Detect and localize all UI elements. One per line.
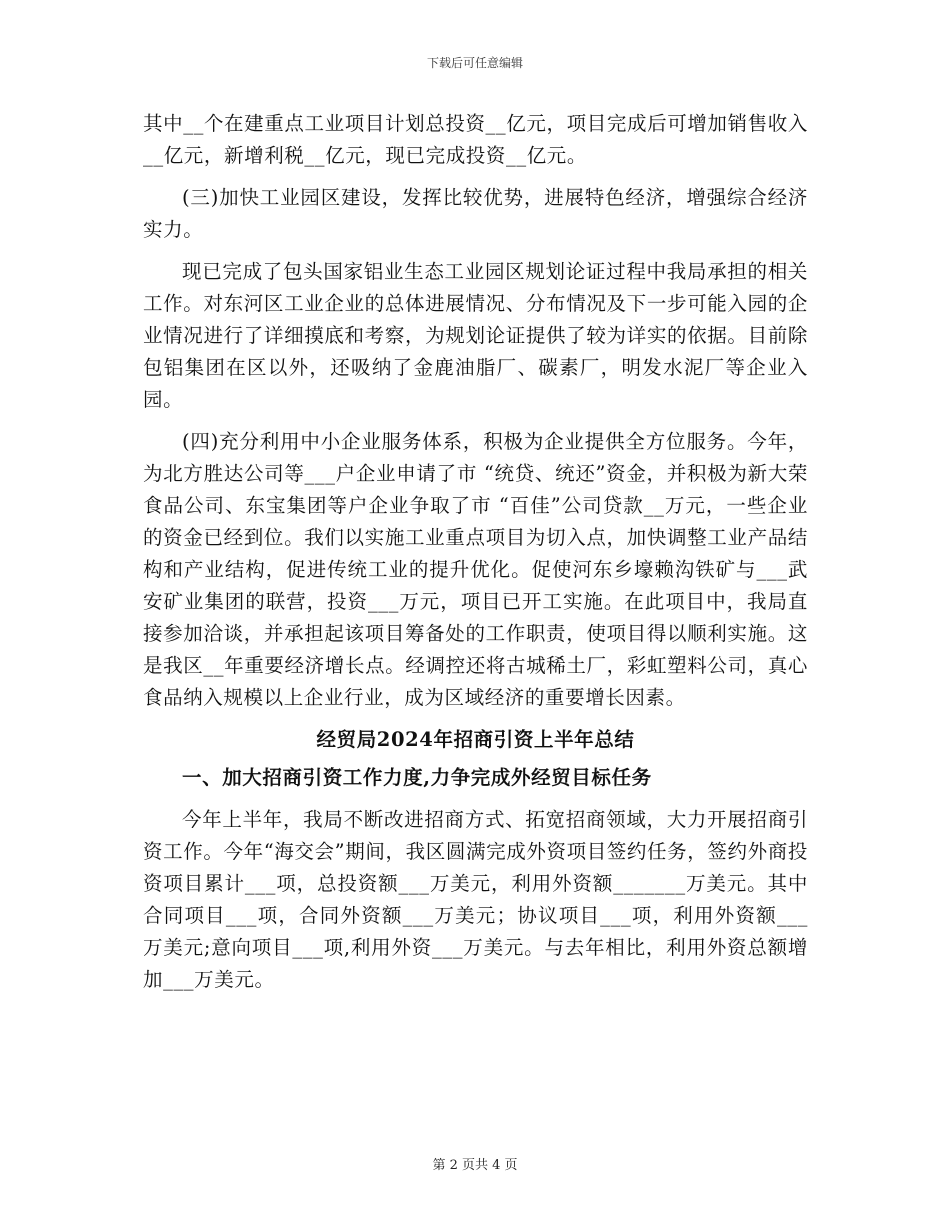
page-header: 下载后可任意编辑 — [426, 56, 523, 70]
paragraph-continued: 其中__个在建重点工业项目计划总投资__亿元，项目完成后可增加销售收入 __亿元，新增利税__亿元，现已完成投资__亿元。 — [143, 112, 808, 167]
page-footer: 第 2 页共 4 页 — [432, 1158, 518, 1173]
document-title: 经贸局2024年招商引资上半年总结 — [316, 728, 635, 751]
paragraph-section-three: (三)加快工业园区建设，发挥比较优势，进展特色经济，增强综合经济实力。 — [143, 186, 808, 241]
document-body — [143, 108, 808, 1006]
paragraph-investment-summary: 今年上半年，我局不断改进招商方式、拓宽招商领域，大力开展招商引资工作。今年“海交会”期间，我区圆满完成外资项目签约任务，签约外商投资项目累计___项，总投资额___万美元，利用外资额_______万美元。其中合同项目___项，合同外资额___万美元；协议项目___项，利用外资额___万美元;意向项目___项,利用外资___万美元。与去年相比，利用外资总额增加___万美元。 — [143, 808, 808, 991]
section-heading-one: 一、加大招商引资工作力度,力争完成外经贸目标任务 — [182, 766, 652, 789]
paragraph-industrial-park: 现已完成了包头国家铝业生态工业园区规划论证过程中我局承担的相关工作。对东河区工业企业的总体进展情况、分布情况及下一步可能入园的企业情况进行了详细摸底和考察，为规划论证提供了较为详实的依据。目前除包铝集团在区以外，还吸纳了金鹿油脂厂、碳素厂，明发水泥厂等企业入园。 — [143, 260, 808, 411]
paragraph-section-four: (四)充分利用中小企业服务体系，积极为企业提供全方位服务。今年，为北方胜达公司等___户企业申请了市 “统贷、统还”资金，并积极为新大荣食品公司、东宝集团等户企业争取了市 “百佳”公司贷款__万元，一些企业的资金已经到位。我们以实施工业重点项目为切入点，加快调整工业产品结构和产业结构，促进传统工业的提升优化。促使河东乡壕赖沟铁矿与___武安矿业集团的联营，投资___万元，项目已开工实施。在此项目中，我局直接参加洽谈，并承担起该项目筹备处的工作职责，使项目得以顺利实施。这是我区__年重要经济增长点。经调控还将古城稀土厂，彩虹塑料公司，真心食品纳入规模以上企业行业，成为区域经济的重要增长因素。 — [143, 430, 808, 709]
